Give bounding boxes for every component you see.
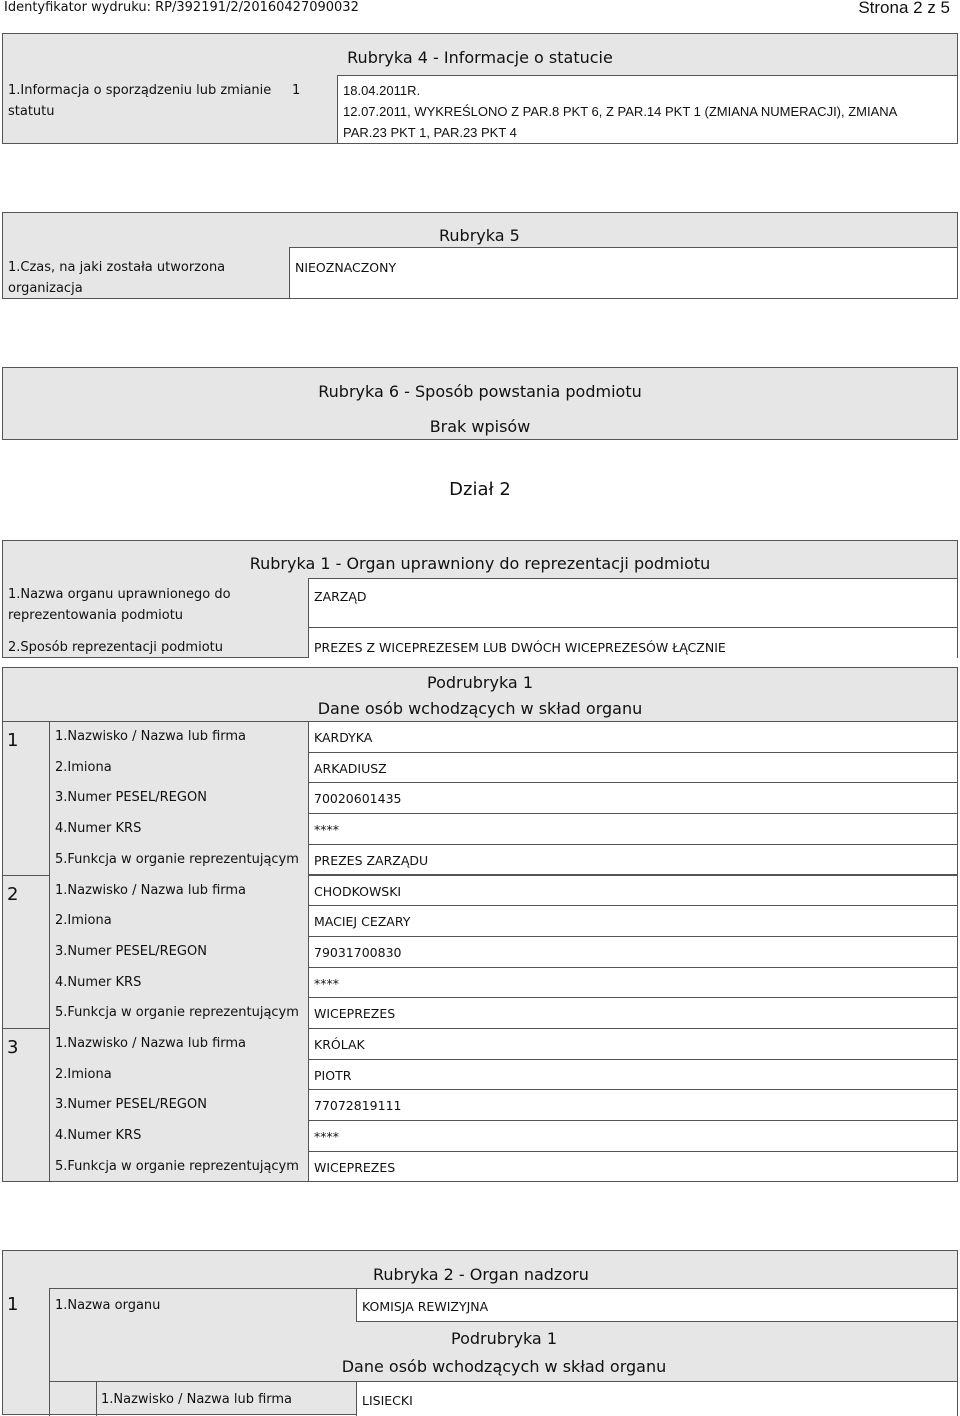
person-field-label: 4.Numer KRS	[55, 974, 142, 990]
person-field-value-cell	[308, 782, 958, 814]
person-field-value: ARKADIUSZ	[314, 760, 387, 776]
rubryka6-empty: Brak wpisów	[429, 417, 531, 436]
person-field-value: CHODKOWSKI	[314, 883, 402, 899]
person-field-value-cell	[308, 997, 958, 1029]
person-field-value: ****	[314, 1129, 339, 1145]
d2-rubryka2-label2: 1.Nazwisko / Nazwa lub firma	[101, 1392, 293, 1407]
person-index: 2	[7, 883, 19, 905]
d2-rubryka2-subtitle2: Dane osób wchodzących w skład organu	[341, 1357, 667, 1376]
person-index: 1	[7, 730, 19, 751]
page-number: Strona 2 z 5	[858, 0, 950, 17]
person-field-value-cell	[308, 721, 958, 753]
rubryka4-value-cell	[337, 75, 958, 144]
person-field-value: MACIEJ CEZARY	[314, 914, 411, 930]
person-field-label: 3.Numer PESEL/REGON	[55, 790, 207, 806]
person-field-label: 4.Numer KRS	[55, 821, 142, 837]
rubryka5-value: NIEOZNACZONY	[295, 260, 397, 275]
person-index: 3	[7, 1037, 19, 1058]
person-field-value: 70020601435	[314, 791, 402, 807]
rubryka4-section	[2, 33, 958, 144]
d2-rubryka1-value2-cell	[308, 627, 958, 658]
rubryka4-value-line1: 18.04.2011R.	[343, 83, 421, 98]
d2-rubryka1-label1: 1.Nazwa organu uprawnionego do reprezentowania podmiotu	[8, 587, 231, 623]
rubryka5-label: 1.Czas, na jaki została utworzona organizacja	[8, 260, 226, 296]
rubryka4-label: 1.Informacja o sporządzeniu lub zmianie statutu	[8, 83, 272, 119]
person-field-value-cell	[308, 905, 958, 937]
d2-rubryka2-label1: 1.Nazwa organu	[55, 1298, 161, 1313]
person-field-value-cell	[308, 844, 958, 876]
rubryka4-index: 1	[292, 83, 301, 98]
d2-rubryka2-index: 1	[7, 1294, 19, 1315]
rubryka4-value-line3: PAR.23 PKT 1, PAR.23 PKT 4	[343, 125, 517, 140]
person-field-label: 1.Nazwisko / Nazwa lub firma	[55, 729, 247, 744]
d2-rubryka2-subtitle1: Podrubryka 1	[451, 1329, 557, 1348]
person-field-value-cell	[308, 1059, 958, 1091]
person-field-value: KARDYKA	[314, 730, 373, 745]
person-field-label: 3.Numer PESEL/REGON	[55, 1097, 207, 1113]
person-field-value: PREZES ZARZĄDU	[314, 852, 429, 868]
person-field-label: 5.Funkcja w organie reprezentującym	[55, 1158, 299, 1174]
person-field-label: 2.Imiona	[55, 1066, 112, 1082]
rubryka4-title: Rubryka 4 - Informacje o statucie	[347, 48, 613, 67]
person-field-label: 2.Imiona	[55, 913, 112, 929]
d2-rubryka1-section	[2, 540, 958, 658]
rubryka6-title: Rubryka 6 - Sposób powstania podmiotu	[318, 382, 642, 401]
person-field-value: WICEPREZES	[314, 1159, 396, 1175]
person-field-label: 2.Imiona	[55, 759, 112, 775]
person-field-value: PIOTR	[314, 1067, 352, 1083]
person-field-value-cell	[308, 936, 958, 968]
rubryka6-section	[2, 367, 958, 440]
person-field-value-cell	[308, 1120, 958, 1152]
d2-rubryka1-label2: 2.Sposób reprezentacji podmiotu	[8, 640, 223, 655]
rubryka5-value-cell	[289, 247, 958, 299]
person-field-label: 4.Numer KRS	[55, 1128, 142, 1144]
person-field-value-cell	[308, 752, 958, 784]
d2-rubryka2-title: Rubryka 2 - Organ nadzoru	[373, 1265, 589, 1284]
rubryka5-section: Rubryka 5 1.Czas, na jaki została utworzona organizacja NIEOZNACZONY	[2, 212, 958, 299]
person-field-value: WICEPREZES	[314, 1006, 396, 1022]
person-field-value: 79031700830	[314, 944, 402, 960]
person-field-value: KRÓLAK	[314, 1037, 365, 1052]
person-field-value-cell	[308, 1028, 958, 1060]
podrubryka1-title: Podrubryka 1	[427, 673, 533, 692]
person-field-label: 5.Funkcja w organie reprezentującym	[55, 1005, 299, 1021]
d2-rubryka1-value1-cell	[308, 578, 958, 628]
person-field-value: ****	[314, 975, 339, 991]
d2-rubryka2-value1-cell	[356, 1288, 958, 1322]
d2-rubryka1-title: Rubryka 1 - Organ uprawniony do reprezentacji podmiotu	[249, 554, 711, 573]
person-field-label: 3.Numer PESEL/REGON	[55, 943, 207, 959]
print-identifier: Identyfikator wydruku: RP/392191/2/20160427090032	[4, 0, 359, 15]
podrubryka1-subtitle: Dane osób wchodzących w skład organu	[317, 699, 643, 718]
person-field-value-cell	[308, 1089, 958, 1121]
d2-podrubryka1-section	[2, 667, 958, 1182]
person-field-value: 77072819111	[314, 1098, 402, 1114]
rubryka4-value-line2: 12.07.2011, WYKREŚLONO Z PAR.8 PKT 6, Z PAR.14 PKT 1 (ZMIANA NUMERACJI), ZMIANA	[343, 104, 898, 119]
person-field-value-cell	[308, 1151, 958, 1183]
person-field-value: ****	[314, 822, 339, 838]
d2-rubryka2-value2: LISIECKI	[362, 1393, 413, 1408]
person-field-value-cell	[308, 813, 958, 845]
d2-rubryka2-section	[2, 1250, 958, 1415]
person-field-value-cell	[308, 967, 958, 999]
person-field-label: 5.Funkcja w organie reprezentującym	[55, 851, 299, 867]
dzial-heading: Dział 2	[449, 479, 511, 500]
d2-rubryka1-value1: ZARZĄD	[314, 589, 367, 604]
person-field-label: 1.Nazwisko / Nazwa lub firma	[55, 882, 247, 898]
d2-rubryka2-value1: KOMISJA REWIZYJNA	[362, 1299, 489, 1314]
d2-rubryka2-value2-cell	[356, 1381, 958, 1416]
person-field-label: 1.Nazwisko / Nazwa lub firma	[55, 1036, 247, 1051]
person-field-value-cell	[308, 875, 958, 907]
d2-rubryka1-value2: PREZES Z WICEPREZESEM LUB DWÓCH WICEPREZESÓW ŁĄCZNIE	[314, 640, 726, 655]
